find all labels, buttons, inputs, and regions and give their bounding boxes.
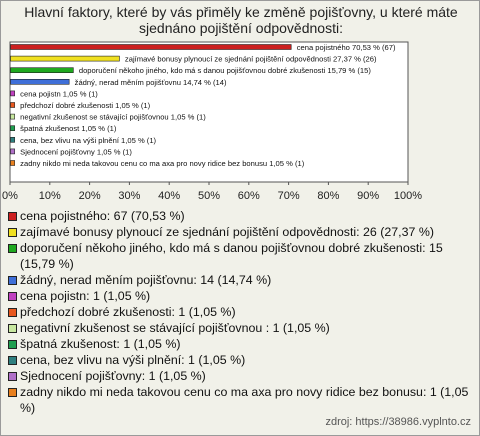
- bar: [11, 68, 74, 73]
- chart-title: Hlavní faktory, které by vás přiměly ke změně pojišťovny, u které máte sjednáno pojištění odpovědnosti:: [24, 4, 458, 36]
- legend-swatch: [8, 212, 17, 221]
- legend-item: [8, 336, 474, 352]
- legend-swatch: [8, 372, 17, 381]
- bar: [11, 126, 15, 131]
- legend-item: [8, 208, 474, 224]
- legend-label: zajímavé bonusy plynoucí ze sjednání pojištění odpovědnosti: 26 (27,37 %): [20, 225, 434, 239]
- legend-label: cena pojistn: 1 (1,05 %): [20, 289, 151, 303]
- bar: [11, 137, 15, 142]
- legend-swatch: [8, 356, 17, 365]
- legend-label: negativní zkušenost se stávající pojišťovnou : 1 (1,05 %): [20, 321, 330, 335]
- legend-swatch: [8, 244, 17, 253]
- legend-swatch: [8, 228, 17, 237]
- x-tick-label: 50%: [197, 190, 221, 202]
- legend-item: [8, 288, 474, 304]
- legend-swatch: [8, 340, 17, 349]
- x-tick-label: 90%: [357, 190, 380, 202]
- bar: [11, 103, 15, 108]
- bar: [11, 114, 15, 119]
- legend-item: [8, 304, 474, 320]
- legend-item: [8, 320, 474, 336]
- legend-item: [8, 224, 474, 240]
- x-tick-label: 60%: [237, 190, 260, 202]
- bar-label: špatná zkušenost 1,05 % (1): [20, 124, 117, 134]
- bar: [11, 91, 15, 96]
- x-tick-label: 0%: [2, 190, 18, 202]
- legend-swatch: [8, 292, 17, 301]
- legend-item: [8, 272, 474, 288]
- bar-chart: [1, 1, 480, 206]
- legend-label: cena pojistného: 67 (70,53 %): [20, 209, 185, 223]
- legend-swatch: [8, 308, 17, 317]
- x-tick-label: 80%: [317, 190, 340, 202]
- x-tick-label: 30%: [118, 190, 141, 202]
- bar-label: zajímavé bonusy plynoucí ze sjednání pojištění odpovědnosti 27,37 % (26): [124, 54, 377, 64]
- legend-label: zadny nikdo mi neda takovou cenu co ma axa pro novy ridice bez bonusu: 1 (1,05 %): [20, 385, 469, 415]
- bar-label: Sjednocení pojišťovny 1,05 % (1): [20, 147, 132, 157]
- source-link[interactable]: zdroj: https://38986.vyplnto.cz: [325, 416, 471, 428]
- bar-label: cena pojistného 70,53 % (67): [296, 43, 396, 52]
- legend-label: cena, bez vlivu na výši plnění: 1 (1,05 %): [20, 353, 246, 367]
- x-tick-label: 100%: [393, 190, 423, 202]
- x-tick-label: 70%: [277, 190, 300, 202]
- bar-label: doporučení někoho jiného, kdo má s danou pojišťovnou dobré zkušenosti 15,79 % (15): [78, 66, 371, 76]
- bar: [11, 79, 70, 84]
- legend-swatch: [8, 388, 17, 397]
- x-tick-label: 10%: [38, 190, 61, 202]
- legend-item: [8, 384, 474, 416]
- legend-swatch: [8, 324, 17, 333]
- bar-label: předchozí dobré zkušenosti 1,05 % (1): [20, 101, 151, 110]
- bar: [11, 56, 120, 61]
- x-tick-label: 40%: [158, 190, 181, 202]
- legend-item: [8, 240, 474, 272]
- bar-label: negativní zkušenost se stávající pojišťovnou 1,05 % (1): [20, 112, 206, 122]
- bar: [11, 45, 292, 50]
- legend-item: [8, 368, 474, 384]
- legend-label: předchozí dobré zkušenosti: 1 (1,05 %): [20, 305, 236, 319]
- bar: [11, 149, 15, 154]
- legend-label: žádný, nerad měním pojišťovnu: 14 (14,74 %): [20, 273, 272, 287]
- bar: [11, 161, 15, 166]
- bar-label: žádný, nerad měním pojišťovnu 14,74 % (14): [74, 77, 227, 87]
- bar-label: cena, bez vlivu na výši plnění 1,05 % (1): [20, 135, 157, 145]
- legend-swatch: [8, 276, 17, 285]
- chart-legend: [8, 208, 474, 416]
- legend-item: [8, 352, 474, 368]
- legend-label: doporučení někoho jiného, kdo má s danou pojišťovnou dobré zkušenosti: 15 (15,79 %): [20, 241, 443, 271]
- legend-label: špatná zkušenost: 1 (1,05 %): [20, 337, 181, 351]
- bar-label: cena pojistn 1,05 % (1): [20, 89, 98, 99]
- x-tick-label: 20%: [78, 190, 101, 202]
- bar-label: zadny nikdo mi neda takovou cenu co ma axa pro novy ridice bez bonusu 1,05 % (1): [20, 159, 305, 168]
- legend-label: Sjednocení pojišťovny: 1 (1,05 %): [20, 369, 206, 383]
